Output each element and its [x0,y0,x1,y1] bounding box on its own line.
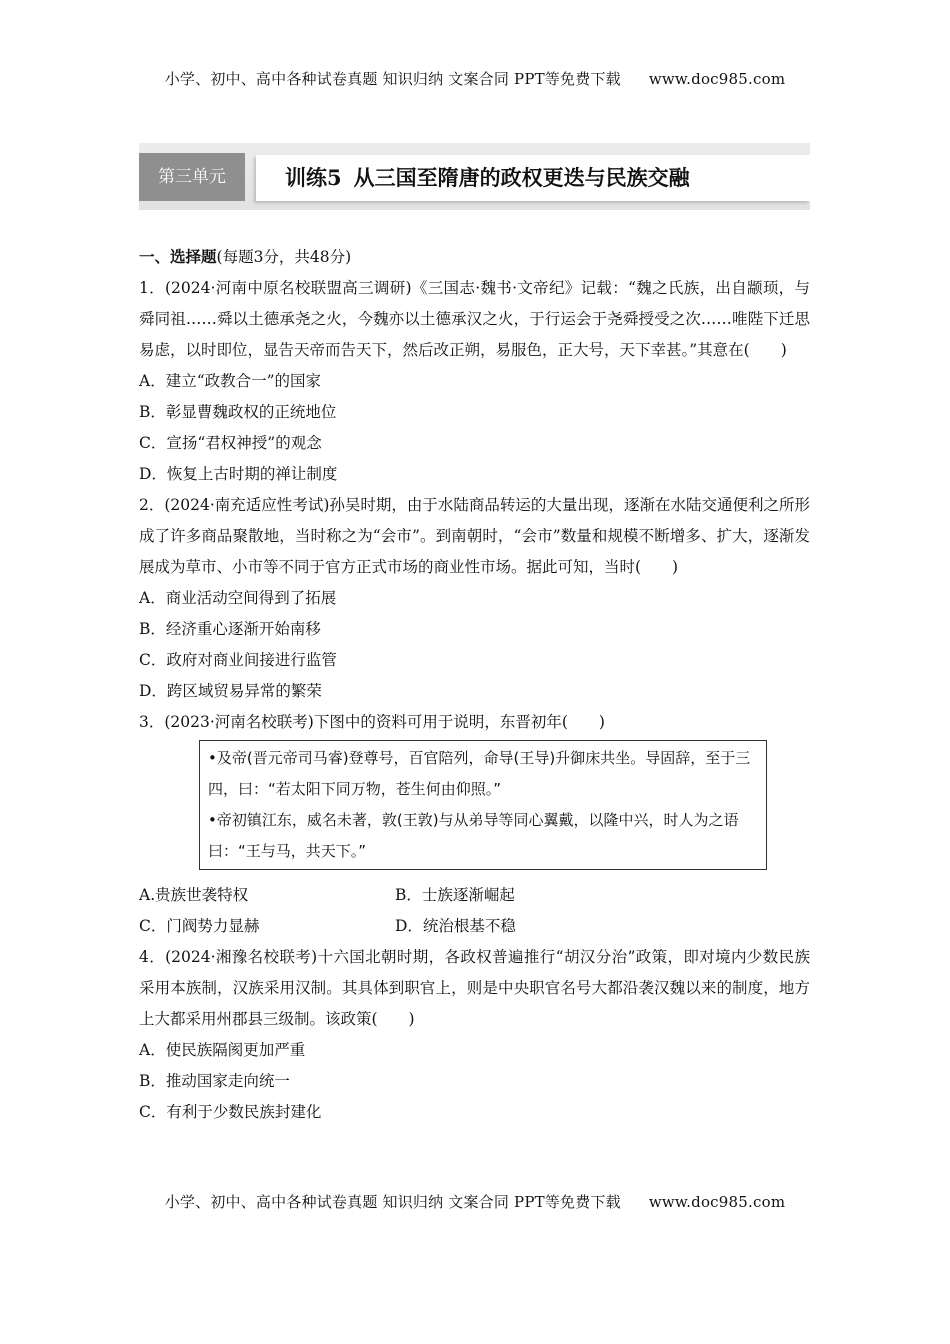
option-1a[interactable]: A．建立“政教合一”的国家 [139,372,322,390]
lesson-number: 训练5 [285,165,342,190]
option-3b[interactable]: B．士族逐渐崛起 [395,886,515,904]
options-row-3-ab [139,880,810,911]
header-text: 小学、初中、高中各种试卷真题 知识归纳 文案合同 PPT等免费下载 [164,70,621,88]
source-material-box [199,740,767,870]
option-3d[interactable]: D．统治根基不稳 [395,917,516,935]
option-1b[interactable]: B．彰显曹魏政权的正统地位 [139,403,337,421]
question-3-stem: 3．(2023·河南名校联考)下图中的资料可用于说明，东晋初年( ) [139,713,605,731]
option-1d[interactable]: D．恢复上古时期的禅让制度 [139,465,338,483]
section-title: 一、选择题 [139,247,217,266]
option-4b[interactable]: B．推动国家走向统一 [139,1072,290,1090]
exercise-content [139,241,810,1128]
option-4c[interactable]: C．有利于少数民族封建化 [139,1103,322,1121]
option-1c[interactable]: C．宣扬“君权神授”的观念 [139,434,322,452]
option-2a[interactable]: A．商业活动空间得到了拓展 [139,589,337,607]
footer-url[interactable]: www.doc985.com [648,1193,786,1211]
source-quote-2: •帝初镇江东，威名未著，敦(王敦)与从弟导等同心翼戴，以隆中兴，时人为之语曰：“王与马，共天下。” [208,811,739,860]
page-footer [0,1191,950,1212]
question-4-stem: 4．(2024·湘豫名校联考)十六国北朝时期，各政权普遍推行“胡汉分治”政策，即对境内少数民族采用本族制，汉族采用汉制。其具体到职官上，则是中央职官名号大都沿袭汉魏以来的制度，地方上大都采用州郡县三级制。该政策( ) [139,948,810,1028]
lesson-title: 从三国至隋唐的政权更迭与民族交融 [353,165,690,190]
option-2b[interactable]: B．经济重心逐渐开始南移 [139,620,321,638]
question-2-stem: 2．(2024·南充适应性考试)孙吴时期，由于水陆商品转运的大量出现，逐渐在水陆交通便利之所形成了许多商品聚散地，当时称之为“会市”。到南朝时，“会市”数量和规模不断增多、扩大，逐渐发展成为草市、小市等不同于官方正式市场的商业性市场。据此可知，当时( ) [139,496,810,576]
options-row-3-cd [139,911,810,942]
option-3c[interactable]: C．门阀势力显赫 [139,917,260,935]
option-2c[interactable]: C．政府对商业间接进行监管 [139,651,337,669]
section-note: (每题3分，共48分) [216,248,352,266]
footer-text: 小学、初中、高中各种试卷真题 知识归纳 文案合同 PPT等免费下载 [164,1193,621,1211]
question-1-stem: 1．(2024·河南中原名校联盟高三调研)《三国志·魏书·文帝纪》记载：“魏之氏族，出自颛顼，与舜同祖……舜以土德承尧之火，今魏亦以土德承汉之火，于行运会于尧舜授受之次……唯陛下迁思易虑，以时即位，显告天帝而告天下，然后改正朔，易服色，正大号，天下幸甚。”其意在( ) [139,279,810,359]
unit-label: 第三单元 [139,153,245,201]
header-url[interactable]: www.doc985.com [648,70,786,88]
source-quote-1: •及帝(晋元帝司马睿)登尊号，百官陪列，命导(王导)升御床共坐。导固辞，至于三四，曰：“若太阳下同万物，苍生何由仰照。” [208,749,751,798]
option-2d[interactable]: D．跨区域贸易异常的繁荣 [139,682,322,700]
option-3a[interactable]: A.贵族世袭特权 [139,886,249,904]
option-4a[interactable]: A．使民族隔阂更加严重 [139,1041,306,1059]
page-title [285,158,690,198]
section-heading [139,241,810,273]
page-header [0,68,950,89]
